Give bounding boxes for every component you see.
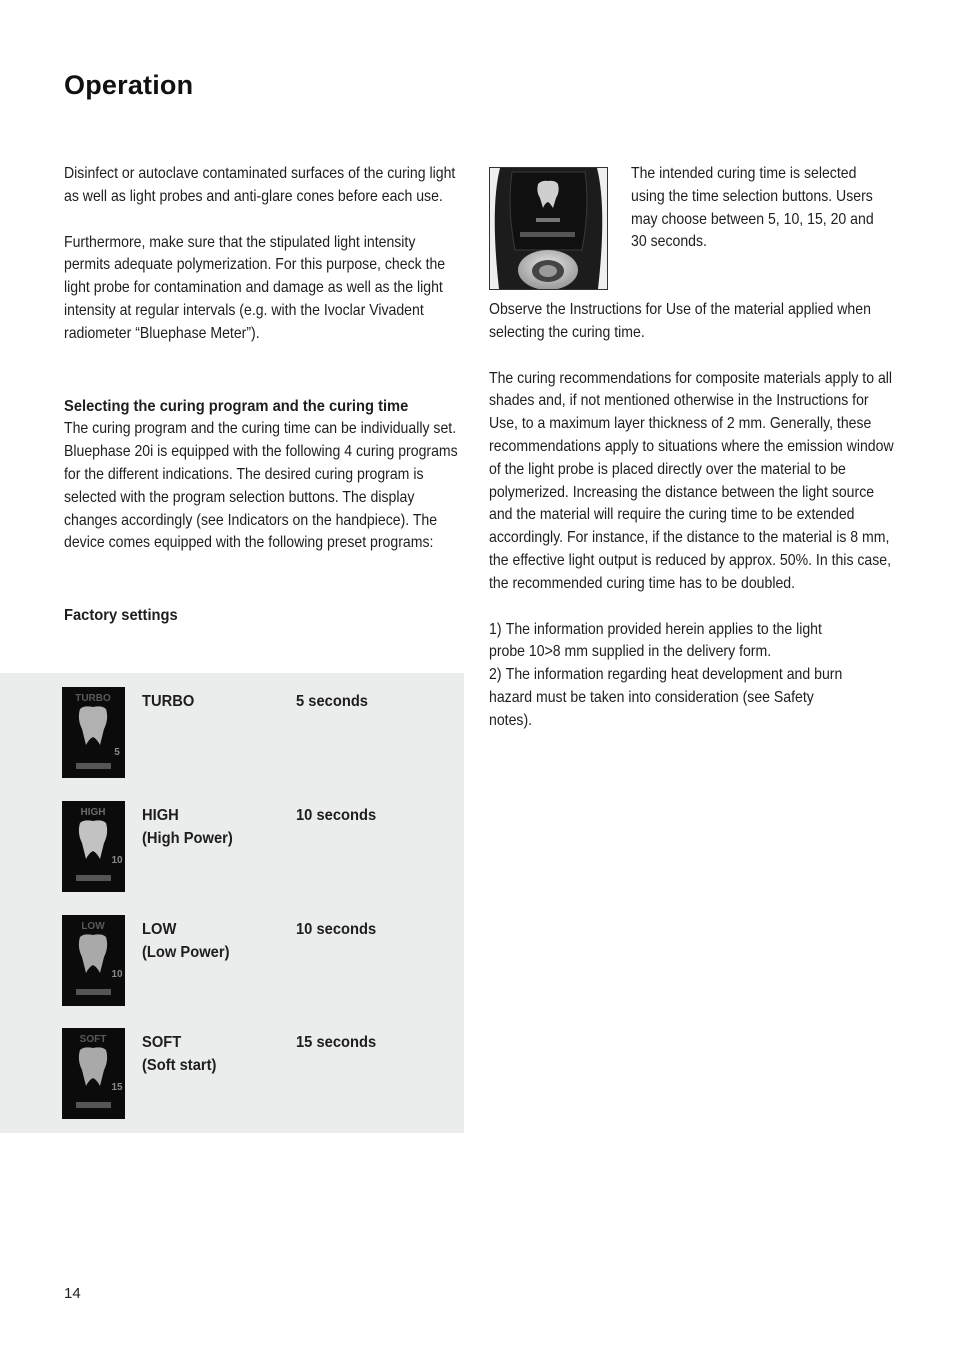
program-row-low: [62, 915, 452, 1007]
program-name: LOW (Low Power): [142, 921, 230, 961]
display-label: HIGH: [80, 807, 106, 818]
display-number: 5: [114, 747, 120, 758]
display-number: 15: [111, 1082, 123, 1093]
program-name: HIGH (High Power): [142, 807, 233, 847]
program-time: 10 seconds: [296, 807, 377, 824]
soft-display-image: [62, 1028, 125, 1119]
handpiece-photo: [489, 167, 608, 290]
program-row-high: [62, 801, 452, 893]
time-selection-intro: The intended curing time is selected using the time selection buttons. Users may choose between 5, 10, 15, 20 and 30 seconds.: [631, 165, 874, 251]
turbo-display-image: [62, 687, 125, 778]
instructions-paragraph: Observe the Instructions for Use of the material applied when selecting the curing time.: [489, 301, 871, 341]
program-name: TURBO: [142, 693, 195, 710]
page-title: Operation: [64, 70, 194, 100]
program-name: SOFT (Soft start): [142, 1034, 217, 1074]
footnotes: [489, 619, 893, 733]
program-time: 10 seconds: [296, 921, 377, 938]
display-label: LOW: [81, 921, 105, 932]
page-number: 14: [64, 1285, 81, 1302]
footnote-2: 2) The information regarding heat development and burn hazard must be taken into consideration (see Safety notes).: [489, 666, 843, 729]
display-label: SOFT: [79, 1034, 107, 1045]
light-intensity-paragraph: Furthermore, make sure that the stipulated light intensity permits adequate polymerization. For this purpose, check the light probe for contamination and damage as well as the light intensity at regular intervals (e.g. with the Ivoclar Vivadent radiometer “Bluephase Meter”).: [64, 233, 446, 342]
right-column: [489, 299, 893, 733]
program-row-turbo: [62, 687, 452, 779]
left-column: [64, 163, 464, 628]
curing-recommendations-paragraph: The curing recommendations for composite materials apply to all shades and, if not mentioned otherwise in the Instructions for Use, to a maximum layer thickness of 2 mm. Generally, these recommendations apply to situations where the emission window of the light probe is placed directly over the material to be polymerized. Increasing the distance between the light source and the material will require the curing time to be extended accordingly. For instance, if the distance to the material is 8 mm, the effective light output is reduced by approx. 50%. In this case, the recommended curing time has to be doubled.: [489, 369, 894, 592]
disinfect-paragraph: Disinfect or autoclave contaminated surfaces of the curing light as well as light probes and anti-glare cones before each use.: [64, 165, 456, 205]
display-number: 10: [111, 855, 123, 866]
program-time: 5 seconds: [296, 693, 369, 710]
section-heading: Selecting the curing program and the curing time: [64, 397, 409, 415]
program-time: 15 seconds: [296, 1034, 377, 1051]
program-row-soft: [62, 1028, 452, 1120]
low-display-image: [62, 915, 125, 1006]
high-display-image: [62, 801, 125, 892]
program-selection-paragraph: The curing program and the curing time can be individually set. Bluephase 20i is equipped with the following 4 curing programs for the different indications. The desired curing program is selected with the program selection buttons. The display changes accordingly (see Indicators on the handpiece). The device comes equipped with the following preset programs:: [64, 420, 458, 552]
display-number: 10: [111, 969, 123, 980]
footnote-1: 1) The information provided herein applies to the light probe 10>8 mm supplied in the delivery form.: [489, 620, 822, 661]
display-label: TURBO: [75, 693, 111, 704]
factory-settings-heading: Factory settings: [64, 607, 178, 625]
